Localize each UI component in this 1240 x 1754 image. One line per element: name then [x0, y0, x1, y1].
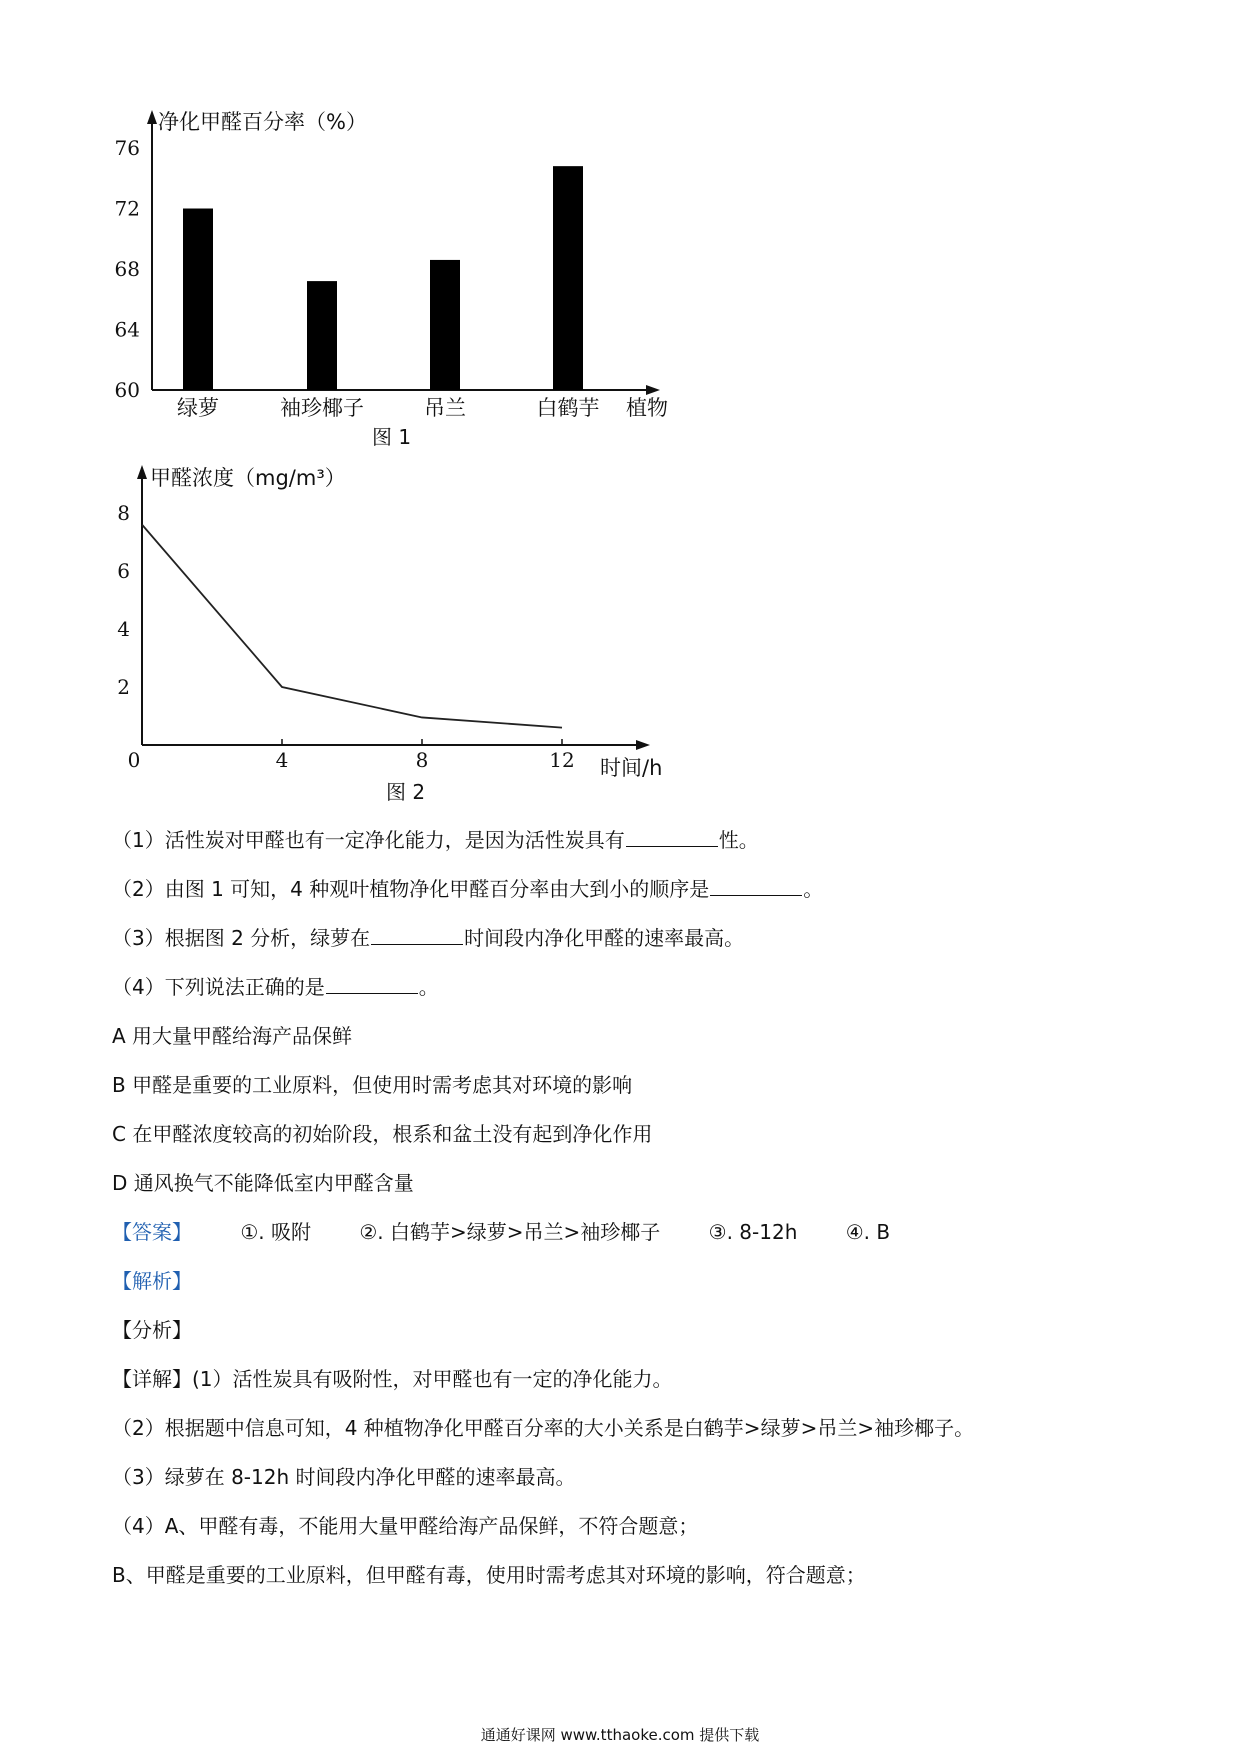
chart1-ytick-label: 72	[114, 196, 140, 221]
question-2	[112, 875, 823, 903]
q4-text: （4）下列说法正确的是	[112, 975, 325, 999]
question-1	[112, 826, 759, 854]
q2-blank[interactable]	[710, 877, 802, 896]
q2-suffix: 。	[803, 877, 824, 901]
answer-2: ②. 白鹤芋>绿萝>吊兰>袖珍椰子	[359, 1220, 661, 1244]
detail-1: 【详解】(1）活性炭具有吸附性，对甲醛也有一定的净化能力。	[112, 1367, 673, 1391]
chart1-ylabel: 净化甲醛百分率（%）	[158, 110, 367, 134]
chart2-ylabel: 甲醛浓度（mg/m³）	[150, 466, 346, 490]
q3-blank[interactable]	[371, 926, 463, 945]
q3-suffix: 时间段内净化甲醛的速率最高。	[464, 926, 745, 950]
chart1-y-arrow	[147, 110, 157, 124]
chart2-x-arrow	[636, 740, 650, 750]
option-c: C 在甲醛浓度较高的初始阶段，根系和盆土没有起到净化作用	[112, 1122, 653, 1146]
chart2-xlabel: 时间/h	[600, 756, 663, 780]
q3-text: （3）根据图 2 分析，绿萝在	[112, 926, 371, 950]
chart1-xlabel: 植物	[626, 396, 668, 420]
answer-4: ④. B	[845, 1220, 891, 1244]
chart2-xtick-label: 8	[415, 748, 429, 772]
question-4	[112, 973, 439, 1001]
chart1-ytick-label: 76	[114, 136, 140, 160]
chart2-y-arrow	[137, 465, 147, 479]
chart1-ytick-label: 68	[114, 257, 140, 281]
chart1-category-label: 白鹤芋	[536, 396, 600, 420]
chart1-category-label: 袖珍椰子	[280, 396, 364, 420]
chart1-caption: 图 1	[372, 425, 412, 449]
chart1-category-label: 绿萝	[177, 396, 219, 420]
chart2-caption: 图 2	[386, 780, 426, 804]
chart1-bar	[183, 209, 213, 391]
figure-1-bar-chart	[0, 0, 700, 450]
answer-row	[112, 1218, 890, 1246]
page-footer: 通通好课网 www.tthaoke.com 提供下载	[480, 1726, 760, 1744]
figure-2-line-chart	[0, 455, 700, 815]
answer-tag: 【答案】	[112, 1220, 192, 1244]
answer-3: ③. 8-12h	[708, 1220, 798, 1244]
q4-suffix: 。	[418, 975, 439, 999]
chart2-ytick-label: 2	[117, 675, 130, 699]
chart2-xtick-label: 0	[127, 748, 141, 772]
jiexi-heading: 【解析】	[112, 1269, 192, 1293]
q1-suffix: 性。	[718, 828, 759, 852]
chart1-ytick-label: 64	[114, 317, 140, 342]
chart2-ytick-label: 6	[117, 559, 130, 583]
option-a: A 用大量甲醛给海产品保鲜	[112, 1024, 353, 1048]
q1-blank[interactable]	[626, 828, 718, 847]
detail-4: （4）A、甲醛有毒，不能用大量甲醛给海产品保鲜，不符合题意；	[112, 1514, 699, 1538]
chart2-series-line	[142, 525, 562, 728]
option-b: B 甲醛是重要的工业原料，但使用时需考虑其对环境的影响	[112, 1073, 633, 1097]
answer-1: ①. 吸附	[240, 1220, 312, 1244]
chart2-ytick-label: 8	[117, 501, 130, 525]
q2-text: （2）由图 1 可知，4 种观叶植物净化甲醛百分率由大到小的顺序是	[112, 877, 710, 901]
option-d: D 通风换气不能降低室内甲醛含量	[112, 1171, 414, 1195]
fenxi-heading: 【分析】	[112, 1318, 192, 1342]
chart1-bar	[553, 166, 583, 390]
chart1-category-label: 吊兰	[424, 396, 466, 420]
chart2-xtick-label: 12	[549, 748, 575, 772]
chart1-ytick-label: 60	[114, 378, 140, 402]
chart1-bar	[307, 281, 337, 390]
detail-3: （3）绿萝在 8-12h 时间段内净化甲醛的速率最高。	[112, 1465, 576, 1489]
chart2-ytick-label: 4	[117, 617, 130, 641]
question-3	[112, 924, 744, 952]
detail-5: B、甲醛是重要的工业原料，但甲醛有毒，使用时需考虑其对环境的影响，符合题意；	[112, 1563, 866, 1587]
chart1-x-arrow	[646, 385, 660, 395]
q1-text: （1）活性炭对甲醛也有一定净化能力，是因为活性炭具有	[112, 828, 625, 852]
detail-2: （2）根据题中信息可知，4 种植物净化甲醛百分率的大小关系是白鹤芋>绿萝>吊兰>袖珍椰子。	[112, 1416, 975, 1440]
chart1-bar	[430, 260, 460, 390]
chart2-xtick-label: 4	[275, 748, 289, 772]
q4-blank[interactable]	[326, 975, 418, 994]
